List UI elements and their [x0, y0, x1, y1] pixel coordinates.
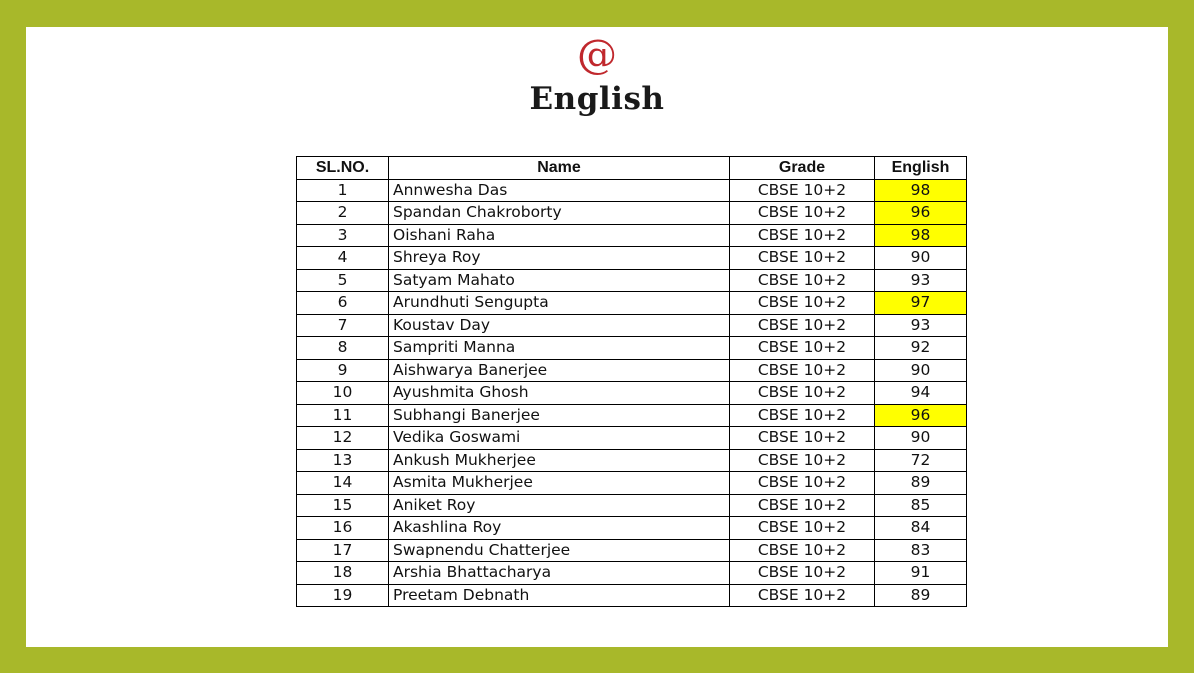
table-row [297, 224, 967, 247]
cell-name: Subhangi Banerjee [389, 404, 730, 427]
cell-grade: CBSE 10+2 [730, 179, 875, 202]
cell-name: Preetam Debnath [389, 584, 730, 607]
cell-english: 83 [875, 539, 967, 562]
table-row [297, 292, 967, 315]
header-sl-no: SL.NO. [297, 157, 389, 180]
table-row [297, 269, 967, 292]
table-row [297, 314, 967, 337]
cell-sl-no: 1 [297, 179, 389, 202]
cell-name: Koustav Day [389, 314, 730, 337]
cell-grade: CBSE 10+2 [730, 562, 875, 585]
cell-sl-no: 18 [297, 562, 389, 585]
table-row [297, 517, 967, 540]
cell-english: 85 [875, 494, 967, 517]
cell-english: 91 [875, 562, 967, 585]
cell-sl-no: 13 [297, 449, 389, 472]
cell-english: 90 [875, 427, 967, 450]
table-row [297, 472, 967, 495]
cell-name: Arshia Bhattacharya [389, 562, 730, 585]
cell-english: 94 [875, 382, 967, 405]
cell-grade: CBSE 10+2 [730, 404, 875, 427]
marks-table [296, 156, 967, 607]
header-grade: Grade [730, 157, 875, 180]
cell-sl-no: 2 [297, 202, 389, 225]
cell-grade: CBSE 10+2 [730, 382, 875, 405]
table-row [297, 584, 967, 607]
cell-grade: CBSE 10+2 [730, 224, 875, 247]
table-row [297, 494, 967, 517]
cell-name: Oishani Raha [389, 224, 730, 247]
cell-grade: CBSE 10+2 [730, 517, 875, 540]
page-title: English [529, 81, 665, 117]
table-row [297, 562, 967, 585]
cell-sl-no: 7 [297, 314, 389, 337]
table-row [297, 247, 967, 270]
cell-english: 72 [875, 449, 967, 472]
header-name: Name [389, 157, 730, 180]
cell-sl-no: 4 [297, 247, 389, 270]
cell-grade: CBSE 10+2 [730, 247, 875, 270]
table-row [297, 539, 967, 562]
cell-sl-no: 11 [297, 404, 389, 427]
cell-sl-no: 8 [297, 337, 389, 360]
cell-english: 90 [875, 247, 967, 270]
table-row [297, 337, 967, 360]
at-logo-icon: @ [577, 32, 617, 78]
cell-english: 93 [875, 269, 967, 292]
cell-grade: CBSE 10+2 [730, 359, 875, 382]
cell-name: Vedika Goswami [389, 427, 730, 450]
cell-sl-no: 10 [297, 382, 389, 405]
cell-sl-no: 3 [297, 224, 389, 247]
cell-grade: CBSE 10+2 [730, 494, 875, 517]
cell-sl-no: 6 [297, 292, 389, 315]
cell-sl-no: 14 [297, 472, 389, 495]
cell-name: Satyam Mahato [389, 269, 730, 292]
cell-grade: CBSE 10+2 [730, 269, 875, 292]
cell-name: Akashlina Roy [389, 517, 730, 540]
cell-name: Asmita Mukherjee [389, 472, 730, 495]
cell-name: Aishwarya Banerjee [389, 359, 730, 382]
cell-sl-no: 15 [297, 494, 389, 517]
table-header-row [297, 157, 967, 180]
cell-name: Arundhuti Sengupta [389, 292, 730, 315]
cell-sl-no: 9 [297, 359, 389, 382]
cell-english: 96 [875, 202, 967, 225]
cell-english: 89 [875, 584, 967, 607]
cell-english: 90 [875, 359, 967, 382]
cell-grade: CBSE 10+2 [730, 314, 875, 337]
cell-sl-no: 17 [297, 539, 389, 562]
header-english: English [875, 157, 967, 180]
cell-grade: CBSE 10+2 [730, 472, 875, 495]
table-row [297, 427, 967, 450]
table-row [297, 382, 967, 405]
cell-english: 96 [875, 404, 967, 427]
cell-grade: CBSE 10+2 [730, 449, 875, 472]
cell-sl-no: 12 [297, 427, 389, 450]
table-row [297, 179, 967, 202]
cell-name: Swapnendu Chatterjee [389, 539, 730, 562]
cell-name: Ankush Mukherjee [389, 449, 730, 472]
cell-sl-no: 16 [297, 517, 389, 540]
cell-name: Annwesha Das [389, 179, 730, 202]
cell-english: 92 [875, 337, 967, 360]
cell-english: 98 [875, 179, 967, 202]
cell-english: 97 [875, 292, 967, 315]
cell-sl-no: 19 [297, 584, 389, 607]
table-row [297, 449, 967, 472]
table-row [297, 404, 967, 427]
cell-name: Aniket Roy [389, 494, 730, 517]
cell-english: 93 [875, 314, 967, 337]
cell-name: Spandan Chakroborty [389, 202, 730, 225]
cell-grade: CBSE 10+2 [730, 584, 875, 607]
slide [26, 27, 1168, 647]
cell-grade: CBSE 10+2 [730, 337, 875, 360]
cell-grade: CBSE 10+2 [730, 202, 875, 225]
cell-name: Shreya Roy [389, 247, 730, 270]
cell-english: 98 [875, 224, 967, 247]
table-row [297, 359, 967, 382]
cell-name: Sampriti Manna [389, 337, 730, 360]
cell-grade: CBSE 10+2 [730, 539, 875, 562]
cell-english: 89 [875, 472, 967, 495]
table-body [297, 179, 967, 607]
cell-name: Ayushmita Ghosh [389, 382, 730, 405]
cell-english: 84 [875, 517, 967, 540]
cell-grade: CBSE 10+2 [730, 292, 875, 315]
table-row [297, 202, 967, 225]
cell-grade: CBSE 10+2 [730, 427, 875, 450]
cell-sl-no: 5 [297, 269, 389, 292]
